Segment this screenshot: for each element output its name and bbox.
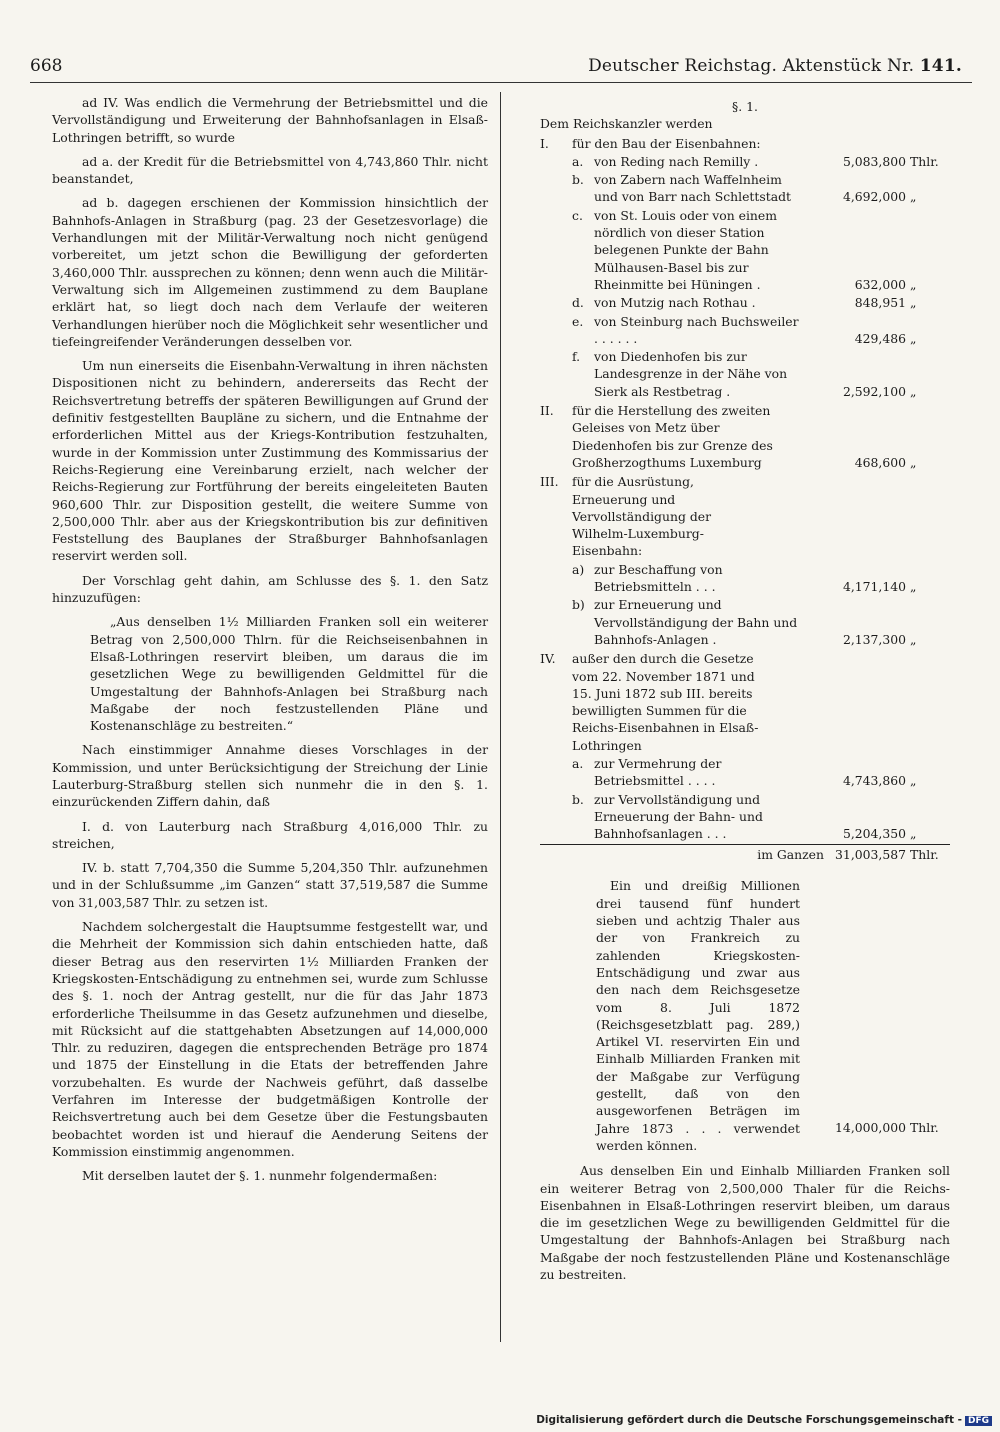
amount: 429,486 (854, 330, 906, 346)
paragraph: ad b. dagegen erschienen der Kommission hinsichtlich der Bahnhofs-Anlagen in Straßburg (pag. 23 der Gesetzesvorlage) die Verhandlungen mit der Militär-Verwaltung noch nicht genügend vorbereitet, um jetzt schon die Bewilligung der geforderten 3,460,000 Thlr. aussprechen zu können; denn wenn auch die Militär-Verwaltung sich im Allgemeinen zustimmend zu dem Bauplane erklärt hat, so liegt doch nach dem Verlaufe der weiteren Verhandlungen hierüber noch die Möglichkeit sehr wesentlicher und tiefeingreifender Veränderungen desselben vor. (52, 195, 488, 349)
amount: 4,743,860 (842, 773, 906, 789)
item-text: außer den durch die Gesetze vom 22. November 1871 und 15. Juni 1872 sub III. bereits bewilligten Summen für die Reichs-Eisenbahnen in Elsaß-Lothringen (572, 651, 759, 753)
item-text: von Steinburg nach Buchsweiler . . . . . . (594, 313, 799, 346)
item-letter: a. (572, 755, 584, 771)
paragraph: Um nun einerseits die Eisenbahn-Verwaltung in ihren nächsten Dispositionen nicht zu behindern, andererseits das Recht der Reichsvertretung betreffs der späteren Bewilligungen auf Grund der definitiv festgestellten Baupläne zu sichern, und die Entnahme der erforderlichen Mittel aus der Kriegs-Kontribution festzuhalten, wurde in der Kommission unter Zustimmung des Kommissarius der Reichs-Regierung eine Vereinbarung erzielt, nach welcher der Reichs-Regierung zur Fortführung der bereits eingeleiteten Bauten 960,600 Thlr. zur Disposition gestellt, die weitere Summe von 2,500,000 Thlr. aber aus der Kriegskontribution bis zur definitiven Feststellung des Bauplanes der Straßburger Bahnhofsanlagen reservirt werden soll. (52, 358, 488, 564)
section-heading: §. 1. (732, 99, 758, 114)
item-letter: b. (572, 172, 584, 188)
running-title (588, 56, 962, 76)
total-label: im Ganzen (757, 847, 824, 863)
item-row-I (540, 135, 950, 152)
document-number: 141. (919, 56, 962, 76)
total-amount: 31,003,587 (835, 847, 906, 863)
paragraph: Der Vorschlag geht dahin, am Schlusse des §. 1. den Satz hinzuzufügen: (52, 572, 488, 606)
sub-item-row (572, 207, 950, 293)
amount: 4,171,140 (842, 579, 906, 595)
amount: 848,951 (854, 295, 906, 311)
amount-unit: „ (910, 295, 917, 311)
roman-numeral: III. (540, 474, 559, 490)
amount-unit: „ (910, 189, 917, 205)
amount: 468,600 (854, 454, 906, 470)
sub-item-row (572, 313, 950, 348)
page-header (30, 52, 970, 82)
item-row-II (540, 402, 950, 471)
item-row-III (540, 473, 950, 559)
total-unit: Thlr. (910, 847, 939, 863)
item-text: für die Ausrüstung, Erneuerung und Vervollständigung der Wilhelm-Luxemburg-Eisenbahn: (572, 474, 712, 559)
sub-item-row (572, 348, 950, 400)
item-text: für die Herstellung des zweiten Geleises von Metz über Diedenhofen bis zur Grenze des Großherzogthums Luxemburg (572, 403, 773, 470)
ditto-mark: „ (910, 454, 917, 470)
paragraph: Nachdem solchergestalt die Hauptsumme festgestellt war, und die Mehrheit der Kommission sich dahin entschieden hatte, daß dieser Betrag aus den reservirten 1½ Milliarden Franken der Kriegskosten-Entschädigung zu entnehmen sei, wurde zum Schlusse des §. 1. noch der Antrag gestellt, nur die für das Jahr 1873 erforderliche Theilsumme in das Gesetz aufzunehmen und dieselbe, mit Rücksicht auf die stattgehabten Absetzungen auf 14,000,000 Thlr. zu reduziren, dagegen die entsprechenden Beträge pro 1874 und 1875 der Einstellung in die Etats der betreffenden Jahre vorzubehalten. Es wurde der Nachweis geführt, daß dasselbe Verfahren im Interesse der budgetmäßigen Kontrolle der Reichsvertretung auch bei dem Gesetze über die Festungsbauten beobachtet worden ist und hierauf die Aenderung Seitens der Kommission einstimmig angenommen. (52, 919, 488, 1159)
item-letter: a. (572, 153, 584, 169)
credit-text: Digitalisierung gefördert durch die Deutsche Forschungsgemeinschaft - (536, 1414, 962, 1426)
dfg-logo: DFG (965, 1416, 992, 1426)
items-I-list (540, 153, 950, 400)
grant-text: Ein und dreißig Millionen drei tausend fünf hundert sieben und achtzig Thaler aus der von Frankreich zu zahlenden Kriegskosten-Entschädigung und zwar aus den nach dem Reichsgesetze vom 8. Juli 1872 (Reichsgesetzblatt pag. 289,) Artikel VI. reservirten Ein und Einhalb Milliarden Franken mit der Maßgabe zur Verfügung gestellt, daß von den ausgeworfenen Beträgen im Jahre 1873 . . . verwendet werden können. (596, 878, 800, 1153)
page-number: 668 (30, 56, 63, 76)
roman-numeral: II. (540, 403, 554, 419)
item-row-IV (540, 650, 950, 754)
item-letter: a) (572, 561, 585, 577)
sub-item-row (572, 294, 950, 311)
paragraph: Mit derselben lautet der §. 1. nunmehr folgendermaßen: (82, 1168, 438, 1184)
item-text: von St. Louis oder von einem nördlich von dieser Station belegenen Punkte der Bahn Mülhausen-Basel bis zur Rheinmitte bei Hüningen . (594, 207, 777, 292)
sub-item-row (572, 791, 950, 843)
item-text: von Diedenhofen bis zur Landesgrenze in der Nähe von Sierk als Restbetrag . (594, 349, 788, 399)
paragraph: IV. b. statt 7,704,350 die Summe 5,204,350 Thlr. aufzunehmen und in der Schlußsumme „im Ganzen“ statt 37,519,587 die Summe von 31,003,587 Thlr. zu setzen ist. (52, 860, 488, 910)
amount: 4,692,000 (842, 189, 906, 205)
digitization-credit (536, 1414, 992, 1426)
roman-numeral: IV. (540, 651, 556, 667)
item-text: zur Vervollständigung und Erneuerung der Bahn- und Bahnhofsanlagen . . . (594, 791, 763, 842)
item-letter: e. (572, 313, 584, 329)
sub-item-row (572, 153, 950, 170)
amount: 2,592,100 (842, 383, 906, 399)
item-text: von Mutzig nach Rothau . (594, 295, 756, 311)
roman-numeral: I. (540, 135, 549, 151)
items-III-list (540, 561, 950, 648)
grant-unit: Thlr. (910, 1119, 939, 1135)
item-text: von Reding nach Remilly . (594, 153, 759, 169)
grant-amount: 14,000,000 (835, 1119, 906, 1135)
item-letter: b. (572, 791, 584, 807)
item-text: zur Beschaffung von Betriebsmitteln . . . (594, 561, 723, 595)
amount-unit: „ (910, 330, 917, 346)
column-divider (500, 92, 501, 1342)
item-text: für den Bau der Eisenbahnen: (572, 135, 761, 151)
amount-unit: „ (910, 579, 917, 595)
amount: 5,204,350 (842, 826, 906, 842)
paragraph: ad a. der Kredit für die Betriebsmittel von 4,743,860 Thlr. nicht beanstandet, (52, 153, 488, 187)
items-IV-list (540, 755, 950, 842)
item-letter: b) (572, 597, 585, 613)
item-letter: c. (572, 207, 583, 223)
item-text: von Zabern nach Waffelnheim und von Barr nach Schlettstadt (594, 172, 792, 205)
item-text: zur Erneuerung und Vervollständigung der Bahn und Bahnhofs-Anlagen . (594, 597, 798, 647)
amount-unit: „ (910, 383, 917, 399)
section-intro: Dem Reichskanzler werden (540, 116, 713, 132)
quoted-amendment: „Aus denselben 1½ Milliarden Franken soll ein weiterer Betrag von 2,500,000 Thlrn. für die Reichseisenbahnen in Elsaß-Lothringen reservirt bleiben, um daraus die im gesetzlichen Wege zu bewilligenden Geldmittel für die Umgestaltung der Bahnhofs-Anlagen bei Straßburg nach Maßgabe der noch festzustellenden Pläne und Kostenanschläge zu bestreiten.“ (90, 614, 488, 734)
running-title-text: Deutscher Reichstag. Aktenstück Nr. (588, 56, 915, 76)
total-row (540, 845, 950, 863)
paragraph: Nach einstimmiger Annahme dieses Vorschlages in der Kommission, und unter Berücksichtigung der Streichung der Linie Lauterburg-Straßburg stellen sich nunmehr die in den §. 1. einzurückenden Ziffern dahin, daß (52, 742, 488, 810)
amount-unit: „ (910, 276, 917, 292)
header-rule (30, 82, 972, 83)
amount-unit: „ (910, 631, 917, 647)
right-column (540, 98, 950, 1283)
item-text: zur Vermehrung der Betriebsmittel . . . . (594, 755, 722, 789)
paragraph: I. d. von Lauterburg nach Straßburg 4,016,000 Thlr. zu streichen, (52, 818, 488, 851)
sub-item-row (572, 171, 950, 206)
left-column (52, 94, 488, 1192)
paragraph: ad IV. Was endlich die Vermehrung der Betriebsmittel und die Vervollständigung und Erweiterung der Bahnhofsanlagen in Elsaß-Lothringen betrifft, so wurde (52, 95, 488, 145)
item-letter: f. (572, 349, 581, 365)
sub-item-row (572, 561, 950, 596)
sub-item-row (572, 755, 950, 790)
grant-text-block (596, 877, 950, 1154)
amount: 632,000 (854, 276, 906, 292)
amount-unit: Thlr. (910, 153, 939, 169)
item-letter: d. (572, 295, 584, 311)
sub-item-row (572, 596, 950, 648)
amount: 2,137,300 (842, 631, 906, 647)
amount-unit: „ (910, 773, 917, 789)
amount-unit: „ (910, 826, 917, 842)
amount: 5,083,800 (842, 153, 906, 169)
final-paragraph: Aus denselben Ein und Einhalb Milliarden Franken soll ein weiterer Betrag von 2,500,000 Thaler für die Reichs-Eisenbahnen in Elsaß-Lothringen reservirt bleiben, um daraus die im gesetzlichen Wege zu bewilligenden Geldmittel für die Umgestaltung der Bahnhofs-Anlagen bei Straßburg nach Maßgabe der noch festzustellenden Pläne und Kostenanschläge zu bestreiten. (540, 1163, 950, 1282)
